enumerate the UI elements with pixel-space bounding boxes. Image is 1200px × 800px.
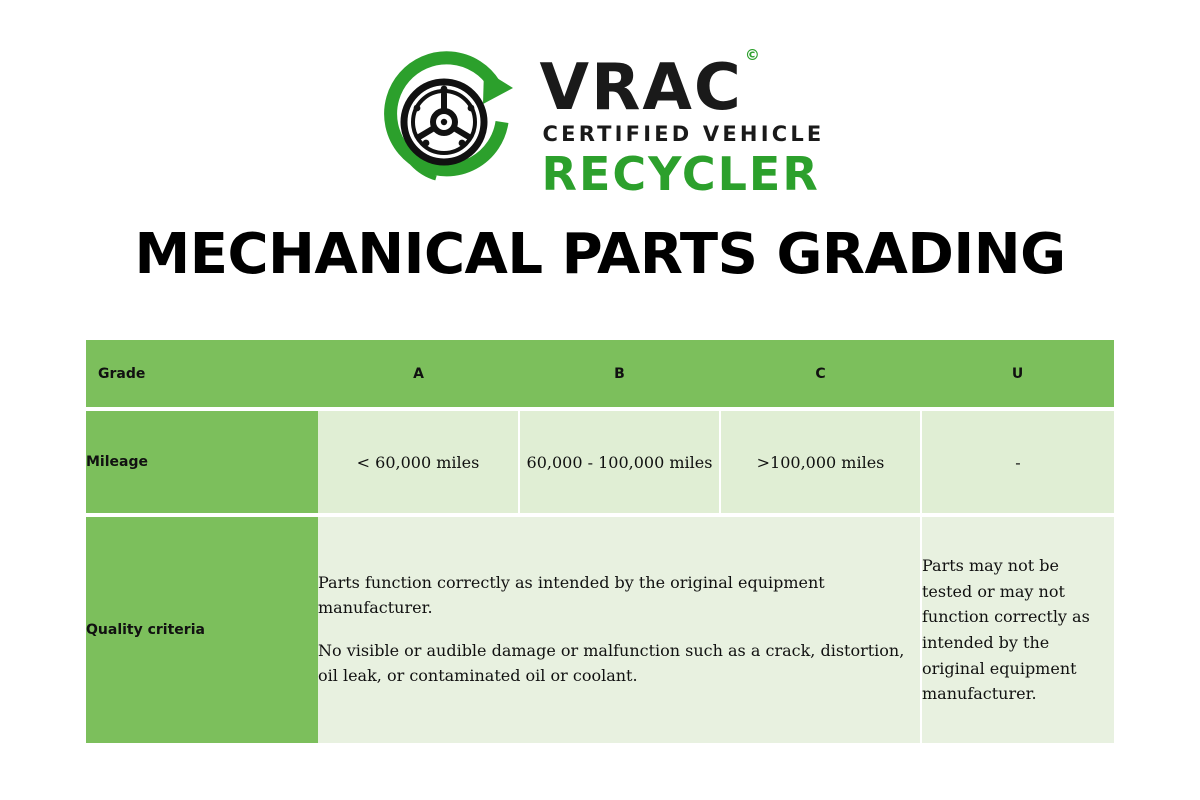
logo-text xyxy=(539,46,825,201)
header-grade-c: C xyxy=(720,340,921,407)
quality-criteria-paragraph-2: No visible or audible damage or malfunction such as a crack, distortion, oil leak, or contaminated oil or coolant. xyxy=(318,641,905,685)
quality-criteria-paragraph-1: Parts function correctly as intended by the original equipment manufacturer. xyxy=(318,573,825,618)
row-label-mileage: Mileage xyxy=(86,411,318,513)
logo-wordmark xyxy=(539,46,762,125)
recycling-wheel-icon xyxy=(376,48,526,198)
header-grade-u: U xyxy=(921,340,1114,407)
header-grade-a: A xyxy=(318,340,519,407)
logo-tagline: CERTIFIED VEHICLE xyxy=(542,121,825,146)
logo-recycler: RECYCLER xyxy=(541,146,820,201)
mileage-grade-c: >100,000 miles xyxy=(720,411,921,513)
quality-criteria-abc xyxy=(318,517,921,743)
page-title: MECHANICAL PARTS GRADING xyxy=(134,222,1066,287)
table-row xyxy=(86,411,1114,513)
vrac-logo xyxy=(0,46,1200,201)
mileage-grade-u: - xyxy=(921,411,1114,513)
logo-wordmark-text: VRAC xyxy=(539,50,743,125)
row-label-quality-criteria: Quality criteria xyxy=(86,517,318,743)
table-header-row xyxy=(86,340,1114,407)
table-row xyxy=(86,517,1114,743)
mileage-grade-b: 60,000 - 100,000 miles xyxy=(519,411,720,513)
header-grade-label: Grade xyxy=(86,340,318,407)
quality-criteria-u: Parts may not be tested or may not function correctly as intended by the original equipment manufacturer. xyxy=(921,517,1114,743)
header-grade-b: B xyxy=(519,340,720,407)
grading-table xyxy=(86,340,1114,743)
copyright-icon: © xyxy=(744,46,762,65)
logo-inner xyxy=(376,46,825,201)
mileage-grade-a: < 60,000 miles xyxy=(318,411,519,513)
